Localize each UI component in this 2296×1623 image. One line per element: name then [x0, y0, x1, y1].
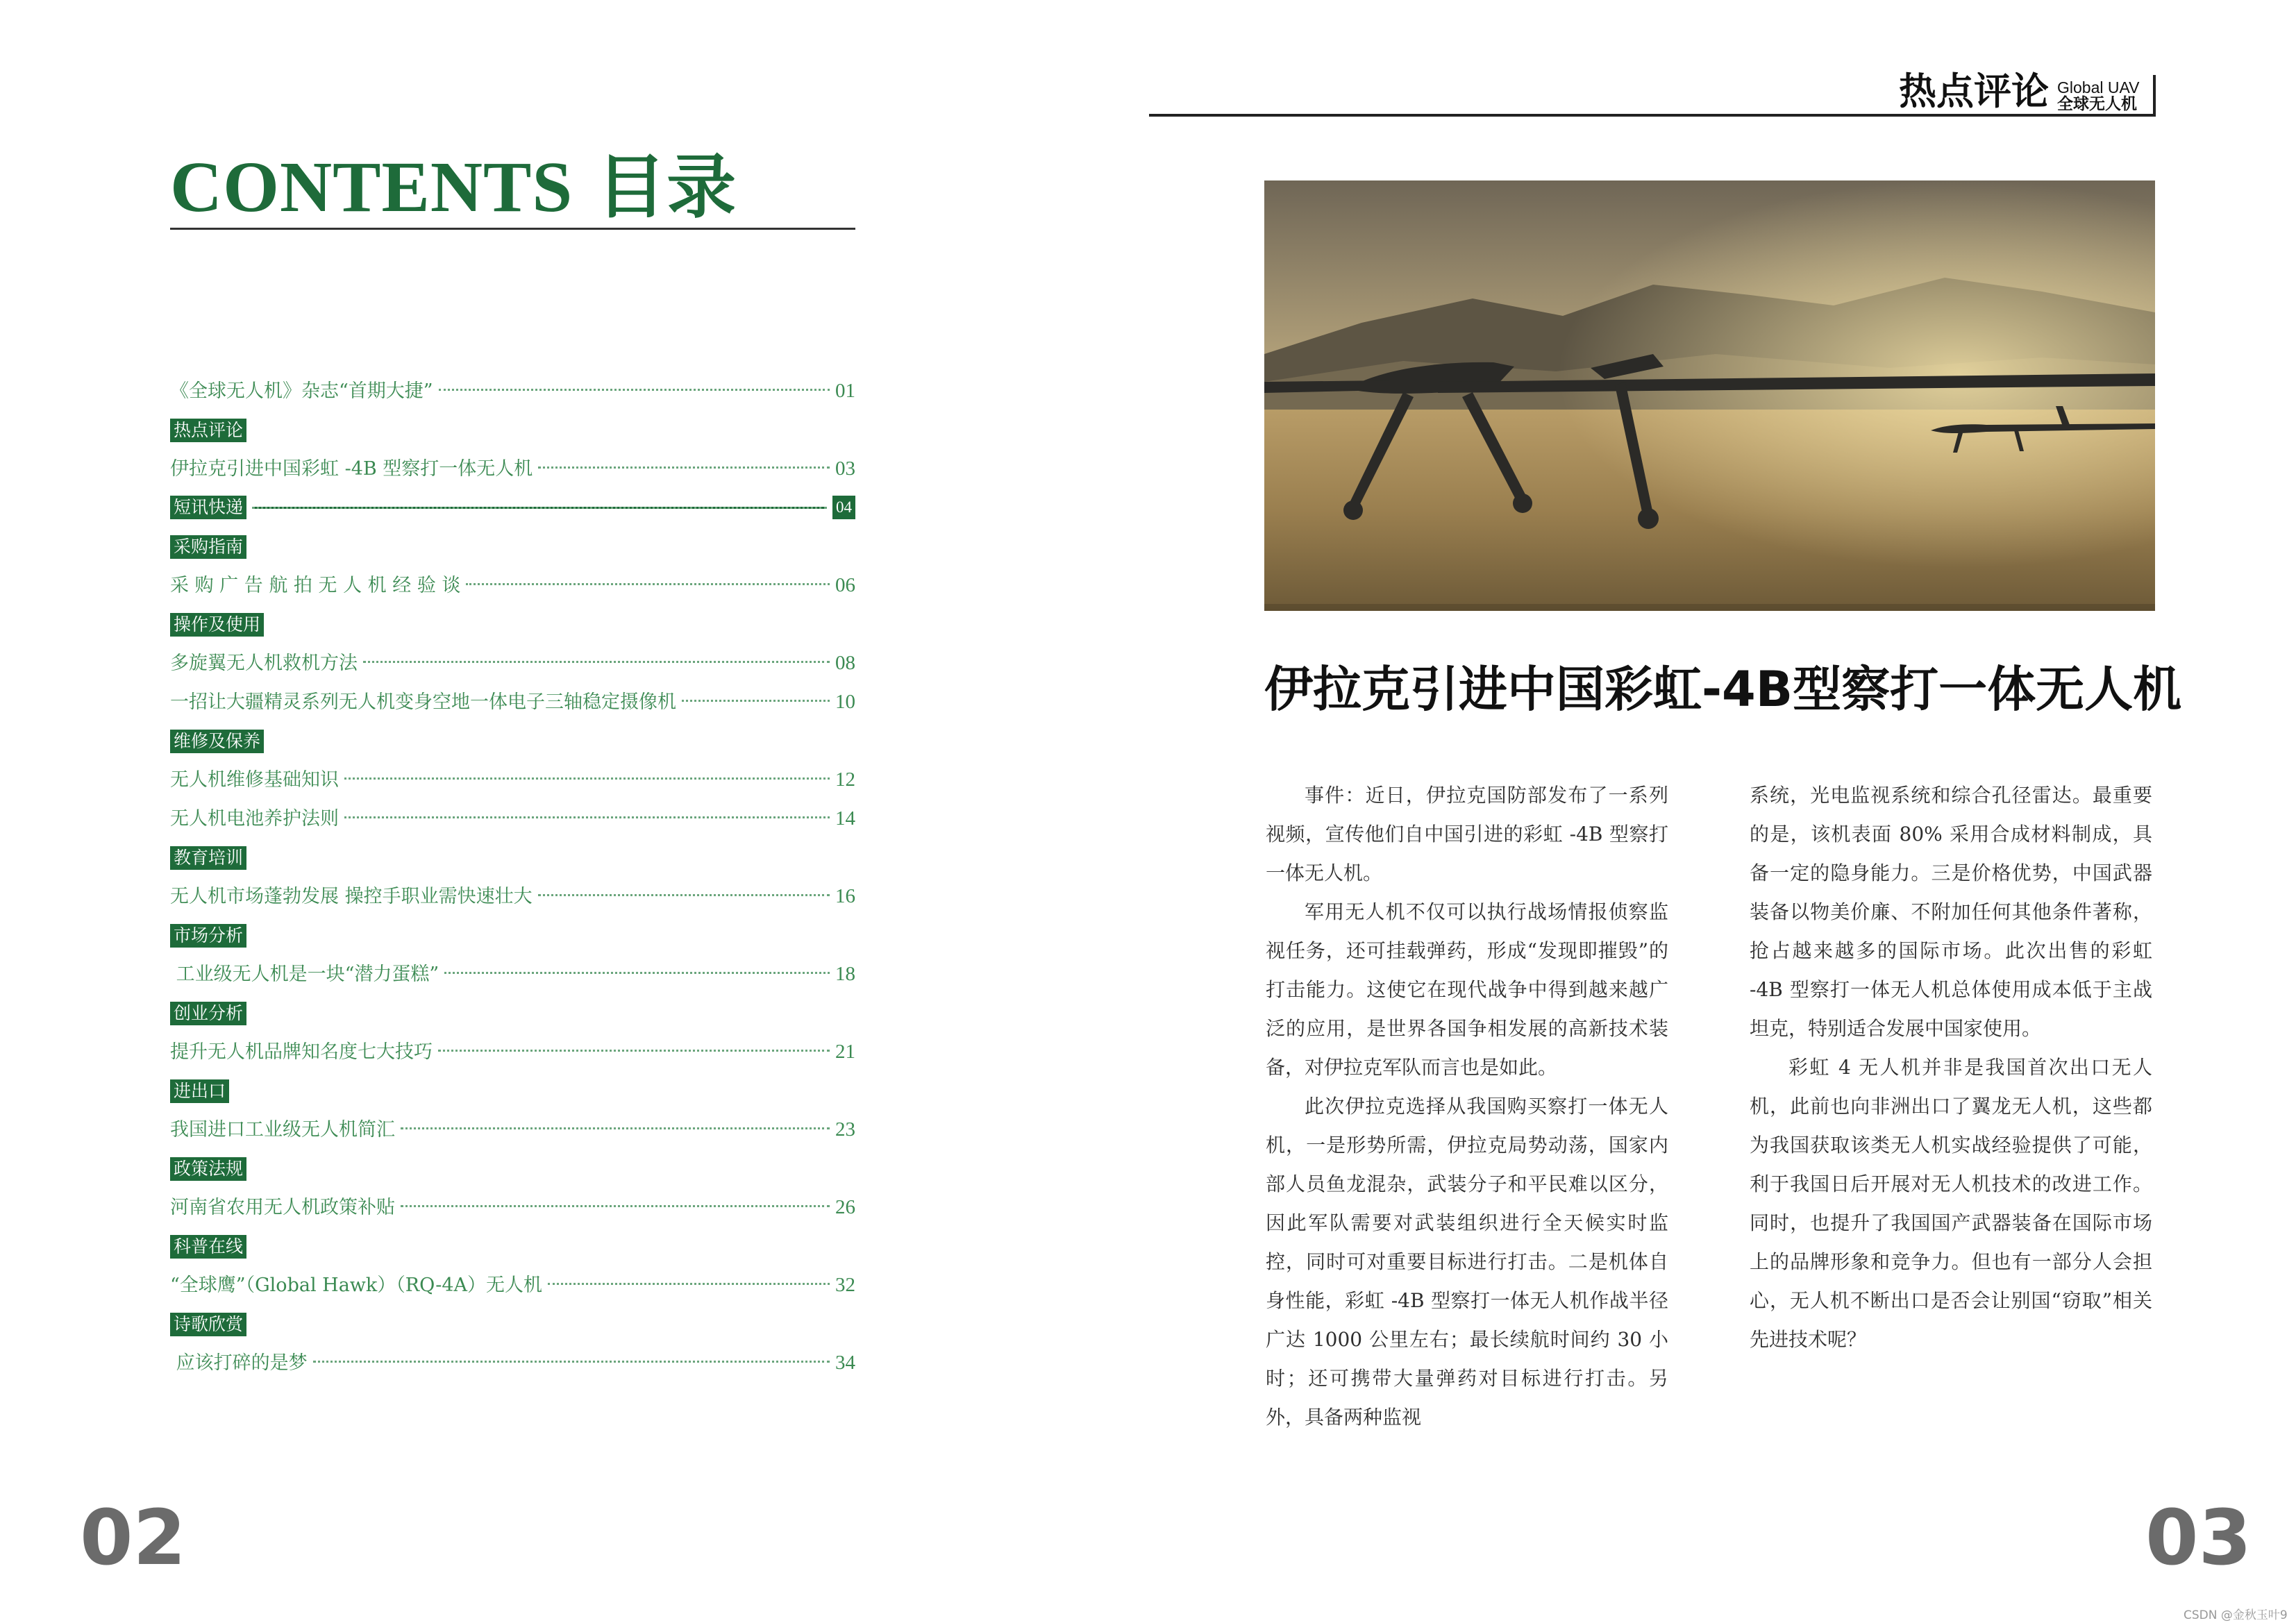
toc-leader-dots [548, 1283, 830, 1285]
toc-entry-title: 多旋翼无人机救机方法 [170, 653, 358, 674]
toc-entry[interactable] [170, 644, 855, 682]
toc-category [170, 1149, 855, 1188]
section-header-title: 热点评论 [1899, 69, 2049, 113]
toc-entry[interactable] [170, 955, 855, 993]
toc-entry[interactable] [170, 799, 855, 838]
toc-leader-dots [466, 583, 830, 585]
toc-page-number: 10 [835, 691, 855, 713]
toc-entry-title: 应该打碎的是梦 [170, 1352, 308, 1374]
toc-leader-dots [252, 507, 827, 509]
toc-category [170, 527, 855, 566]
toc-entry-title: 一招让大疆精灵系列无人机变身空地一体电子三轴稳定摄像机 [170, 691, 676, 713]
toc-category [170, 1071, 855, 1110]
toc-category [170, 410, 855, 449]
contents-title [170, 142, 737, 233]
toc-leader-dots [344, 777, 830, 780]
toc-entry-title: 伊拉克引进中国彩虹 -4B 型察打一体无人机 [170, 458, 533, 480]
contents-title-zh: 目录 [596, 146, 737, 228]
toc-entry-title: 提升无人机品牌知名度七大技巧 [170, 1041, 433, 1063]
toc-category-label: 进出口 [170, 1079, 229, 1103]
toc-page-number: 01 [835, 380, 855, 402]
page-number-right: 03 [2145, 1493, 2252, 1582]
toc-page-number: 04 [832, 496, 855, 519]
toc-page-number: 34 [835, 1352, 855, 1374]
toc-entry[interactable] [170, 371, 855, 410]
toc-page-number: 12 [835, 768, 855, 791]
toc-entry-title: 无人机市场蓬勃发展 操控手职业需快速壮大 [170, 886, 533, 907]
toc-entry[interactable] [170, 877, 855, 916]
article-paragraph: 彩虹 4 无人机并非是我国首次出口无人机，此前也向非洲出口了翼龙无人机，这些都为我国获取该类无人机实战经验提供了可能，利于我国日后开展对无人机技术的改进工作。同时，也提升了我国国产武器装备在国际市场上的品牌形象和竞争力。但也有一部分人会担心，无人机不断出口是否会让别国“窃取”相关先进技术呢？ [1750, 1056, 2152, 1351]
toc-entry-title: “全球鹰”（Global Hawk）（RQ-4A）无人机 [170, 1275, 543, 1296]
page-number-left: 02 [80, 1493, 187, 1582]
toc-category [170, 605, 855, 644]
toc-leader-dots [682, 700, 830, 702]
toc-page-number: 23 [835, 1118, 855, 1141]
article-column-2 [1750, 776, 2152, 1359]
toc-leader-dots [439, 389, 830, 391]
toc-entry[interactable] [170, 1343, 855, 1382]
toc-leader-dots [313, 1361, 830, 1363]
toc-entry-title: 采 购 广 告 航 拍 无 人 机 经 验 谈 [170, 575, 461, 596]
title-underline [170, 228, 855, 230]
toc-category [170, 1304, 855, 1343]
section-header [1899, 71, 2139, 112]
toc-leader-dots [344, 816, 830, 818]
toc-category-label: 诗歌欣赏 [170, 1313, 246, 1336]
toc-category-label: 政策法规 [170, 1157, 246, 1181]
toc-entry[interactable] [170, 566, 855, 605]
toc-leader-dots [444, 972, 830, 974]
toc-category-label: 短讯快递 [170, 496, 246, 519]
toc-page-number: 18 [835, 963, 855, 985]
toc-entry-title: 无人机电池养护法则 [170, 808, 339, 830]
toc-category-label: 热点评论 [170, 419, 246, 442]
toc-entry[interactable] [170, 760, 855, 799]
drone-photo [1264, 180, 2155, 611]
drone-on-runway-illustration [1264, 180, 2155, 611]
article-title: 伊拉克引进中国彩虹-4B型察打一体无人机 [1264, 661, 2182, 718]
toc-page-number: 16 [835, 885, 855, 907]
toc-entry[interactable] [170, 1188, 855, 1227]
toc-category-label: 教育培训 [170, 846, 246, 870]
watermark: CSDN @金秋玉叶9 [2184, 1608, 2288, 1622]
toc-page-number: 08 [835, 652, 855, 674]
article-paragraph: 事件：近日，伊拉克国防部发布了一系列视频，宣传他们自中国引进的彩虹 -4B 型察打一体无人机。 [1266, 784, 1668, 884]
toc-leader-dots [538, 466, 830, 469]
article-paragraph: 系统，光电监视系统和综合孔径雷达。最重要的是，该机表面 80% 采用合成材料制成，具备一定的隐身能力。三是价格优势，中国武器装备以物美价廉、不附加任何其他条件著称，抢占越来越多的国际市场。此次出售的彩虹 -4B 型察打一体无人机总体使用成本低于主战坦克，特别适合发展中国家使用。 [1750, 784, 2152, 1040]
toc-entry[interactable] [170, 682, 855, 721]
header-rule-tick [2153, 75, 2156, 117]
toc-category [170, 721, 855, 760]
toc-leader-dots [438, 1050, 830, 1052]
toc-category-label: 科普在线 [170, 1235, 246, 1259]
toc-entry-title: 我国进口工业级无人机简汇 [170, 1119, 395, 1141]
article-paragraph: 军用无人机不仅可以执行战场情报侦察监视任务，还可挂载弹药，形成“发现即摧毁”的打击能力。这使它在现代战争中得到越来越广泛的应用，是世界各国争相发展的高新技术装备，对伊拉克军队而言也是如此。 [1266, 900, 1668, 1079]
toc-page-number: 21 [835, 1041, 855, 1063]
toc-category [170, 838, 855, 877]
contents-title-en: CONTENTS [170, 147, 573, 227]
article-paragraph: 此次伊拉克选择从我国购买察打一体无人机，一是形势所需，伊拉克局势动荡，国家内部人员鱼龙混杂，武装分子和平民难以区分，因此军队需要对武装组织进行全天候实时监控，同时可对重要目标进行打击。二是机体自身性能，彩虹 -4B 型察打一体无人机作战半径广达 1000 公里左右；最长续航时间约 30 小时；还可携带大量弹药对目标进行打击。另外，具备两种监视 [1266, 1095, 1668, 1429]
toc-entry-title: 工业级无人机是一块“潜力蛋糕” [170, 964, 439, 985]
toc-entry[interactable] [170, 1265, 855, 1304]
toc-category-label: 操作及使用 [170, 613, 264, 637]
toc-entry[interactable] [170, 1032, 855, 1071]
toc-category [170, 993, 855, 1032]
toc-category [170, 916, 855, 955]
toc-leader-dots [401, 1205, 830, 1207]
toc-category [170, 1227, 855, 1265]
toc-entry-title: 河南省农用无人机政策补贴 [170, 1197, 395, 1218]
toc-page-number: 06 [835, 574, 855, 596]
toc-page-number: 26 [835, 1196, 855, 1218]
table-of-contents [170, 371, 855, 1382]
magazine-name-zh: 全球无人机 [2057, 95, 2137, 113]
toc-category-label: 市场分析 [170, 924, 246, 948]
toc-entry[interactable] [170, 1110, 855, 1149]
magazine-name-en: Global UAV [2057, 78, 2140, 96]
magazine-name [2057, 79, 2139, 112]
toc-entry-title: 《全球无人机》杂志“首期大捷” [170, 380, 433, 402]
toc-page-number: 32 [835, 1274, 855, 1296]
toc-entry-title: 无人机维修基础知识 [170, 769, 339, 791]
toc-leader-dots [538, 894, 830, 896]
toc-page-number: 14 [835, 807, 855, 830]
toc-entry[interactable] [170, 449, 855, 488]
toc-page-number: 03 [835, 457, 855, 480]
toc-category-label: 采购指南 [170, 535, 246, 559]
toc-category-label: 维修及保养 [170, 730, 264, 753]
header-rule [1149, 114, 2156, 117]
toc-leader-dots [363, 661, 830, 663]
toc-category-label: 创业分析 [170, 1002, 246, 1025]
article-column-1 [1266, 776, 1668, 1437]
toc-category [170, 488, 855, 527]
toc-leader-dots [401, 1127, 830, 1129]
